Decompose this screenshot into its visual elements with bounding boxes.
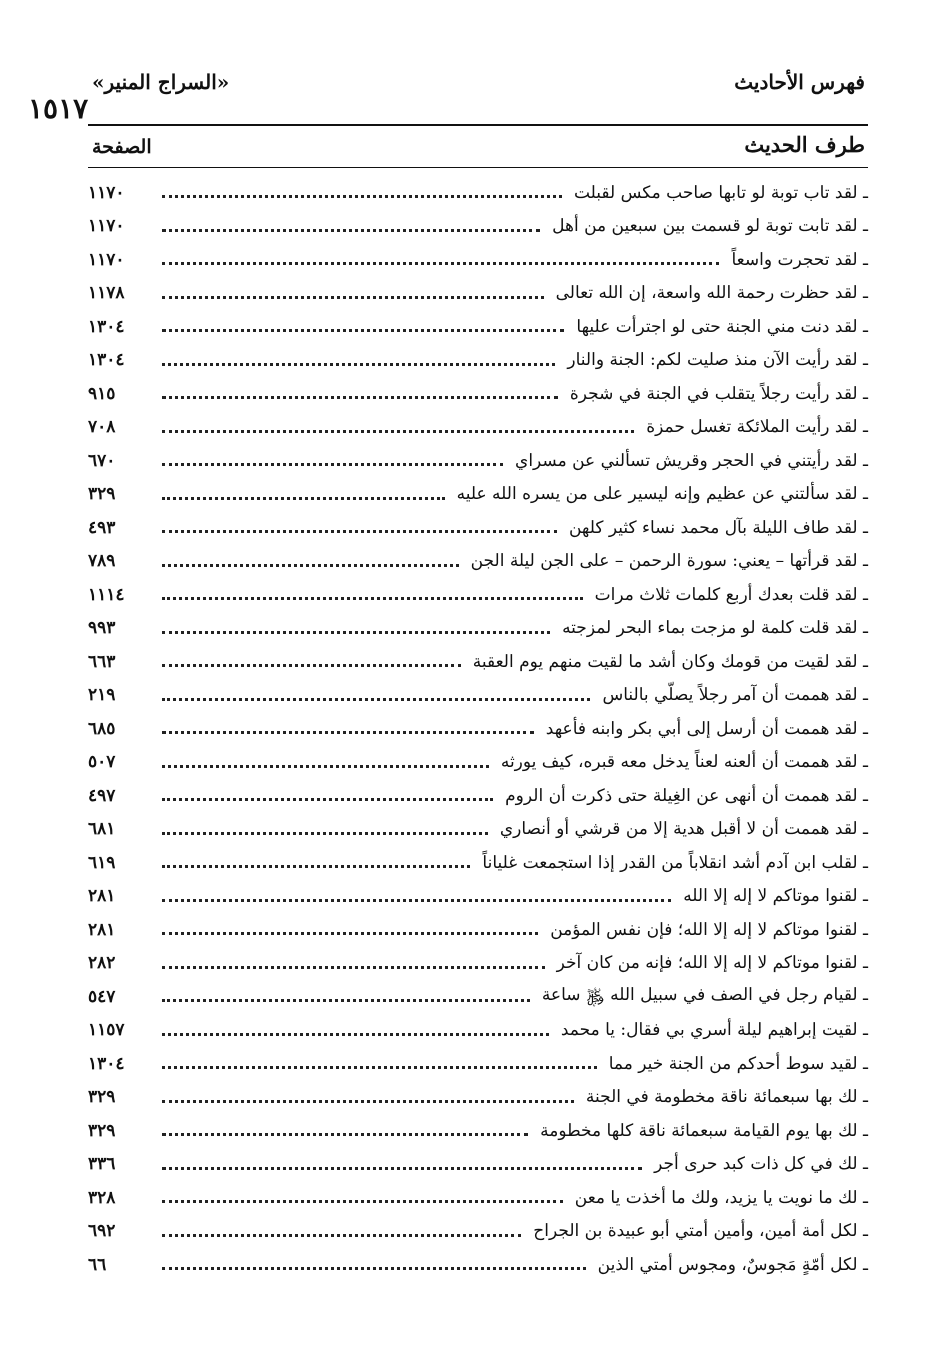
column-heading-page: الصفحة [92,136,152,158]
hadith-text: ـ لقيام رجل في الصف في سبيل الله ﷿ ساعة [541,985,868,1006]
leader-dots [162,832,488,835]
leader-dots [162,195,562,198]
leader-dots [162,262,719,265]
index-entry [88,1215,868,1249]
hadith-text: ـ لك بها يوم القيامة سبعمائة ناقة كلها مخطومة [540,1120,868,1141]
leader-dots [162,999,530,1002]
page-reference: ١١٧٠ [88,182,125,203]
index-entry [88,1181,868,1215]
page-reference: ٦٧٠ [88,450,116,471]
page-reference: ١١٧٠ [88,216,125,237]
page-reference: ٥٠٧ [88,752,116,773]
leader-dots [162,363,555,366]
index-entry [88,377,868,411]
page-reference: ٢١٩ [88,685,116,706]
page-reference: ٤٩٧ [88,785,116,806]
running-header-book-title: «السراج المنير» [92,70,230,94]
hadith-text: ـ لقد تاب توبة لو تابها صاحب مكس لقبلت [573,182,868,203]
leader-dots [162,731,534,734]
page-reference: ٢٨٢ [88,953,116,974]
index-entry [88,746,868,780]
leader-dots [162,932,538,935]
column-heading-rule [88,167,868,168]
page-reference: ٧٠٨ [88,417,116,438]
column-heading-hadith: طرف الحديث [744,132,865,157]
hadith-text: ـ لك في كل ذات كبد حرى أجر [654,1154,868,1175]
page-reference: ٦٨١ [88,819,116,840]
leader-dots [162,1200,563,1203]
leader-dots [162,1100,574,1103]
hadith-text: ـ لكل أمة أمين، وأمين أمتي أبو عبيدة بن الجراح [533,1221,868,1242]
hadith-text: ـ لقد رأيتني في الحجر وقريش تسألني عن مسراي [515,450,868,471]
hadith-text: ـ لقلب ابن آدم أشد انقلاباً من القدر إذا استجمعت غلياناً [482,852,868,873]
index-entry [88,1014,868,1048]
page-reference: ٣٢٨ [88,1187,116,1208]
leader-dots [162,698,590,701]
hadith-text: ـ لقيد سوط أحدكم من الجنة خير مما [608,1053,868,1074]
hadith-text: ـ لقد قلت كلمة لو مزجت بماء البحر لمزجته [562,618,868,639]
index-entry [88,578,868,612]
hadith-text: ـ لقد سألتني عن عظيم وإنه ليسير على من يسره الله عليه [456,484,868,505]
leader-dots [162,899,671,902]
leader-dots [162,631,550,634]
leader-dots [162,530,557,533]
hadith-text: ـ لقد قرأتها – يعني: سورة الرحمن – على الجن ليلة الجن [470,551,868,572]
index-entry [88,545,868,579]
index-entry [88,980,868,1014]
page-reference: ٦٦ [88,1254,107,1275]
leader-dots [162,1267,586,1270]
page-reference: ١١٥٧ [88,1020,125,1041]
page-reference: ٧٨٩ [88,551,116,572]
hadith-text: ـ لقد دنت مني الجنة حتى لو اجترأت عليها [576,316,868,337]
hadith-text: ـ لقد هممت أن ألعنه لعناً يدخل معه قبره، كيف يورثه [500,752,868,773]
page-reference: ٩٩٣ [88,618,116,639]
index-entry [88,478,868,512]
page-reference: ٩١٥ [88,383,116,404]
index-entry [88,779,868,813]
hadith-text: ـ لقد طاف الليلة بآل محمد نساء كثير كلهن [568,517,868,538]
hadith-text: ـ لقد قلت بعدك أربع كلمات ثلاث مرات [594,584,868,605]
leader-dots [162,1167,642,1170]
page-reference: ٦٦٣ [88,651,116,672]
hadith-text: ـ لقد رأيت الآن منذ صليت لكم: الجنة والنار [567,350,868,371]
leader-dots [162,1066,597,1069]
page-reference: ١٣٠٤ [88,350,125,371]
hadith-text: ـ لقد هممت أن آمر رجلاً يصلّي بالناس [602,685,868,706]
hadith-text: ـ لقنوا موتاكم لا إله إلا الله؛ فإن نفس المؤمن [550,919,868,940]
index-entry [88,210,868,244]
page-reference: ١١١٤ [88,584,125,605]
leader-dots [162,1133,528,1136]
page-reference: ٢٨١ [88,919,116,940]
page-reference: ٥٤٧ [88,986,116,1007]
index-entry [88,1081,868,1115]
page-reference: ٣٣٦ [88,1154,116,1175]
header-rule [88,124,868,126]
leader-dots [162,597,583,600]
index-entry [88,176,868,210]
leader-dots [162,430,634,433]
leader-dots [162,497,445,500]
running-header-title: فهرس الأحاديث [734,70,865,94]
index-entry [88,880,868,914]
index-entry [88,645,868,679]
hadith-text: ـ لكل أمّةٍ مَجوسٌ، ومجوس أمتي الذين [597,1254,868,1275]
leader-dots [162,229,540,232]
leader-dots [162,463,503,466]
index-entry [88,679,868,713]
page-reference: ١٣٠٤ [88,1053,125,1074]
index-entry [88,1148,868,1182]
leader-dots [162,329,564,332]
hadith-text: ـ لقد حظرت رحمة الله واسعة، إن الله تعالى [555,283,868,304]
hadith-text: ـ لقد هممت أن أرسل إلى أبي بكر وابنه فأعهد [545,718,868,739]
page-reference: ١١٧٨ [88,283,125,304]
hadith-text: ـ لقد هممت أن أنهى عن الغِيلة حتى ذكرت أن الروم [505,785,868,806]
index-entry [88,813,868,847]
page-reference: ٢٨١ [88,886,116,907]
leader-dots [162,1234,521,1237]
leader-dots [162,664,461,667]
page-number: ١٥١٧ [28,92,89,125]
hadith-text: ـ لقد لقيت من قومك وكان أشد ما لقيت منهم يوم العقبة [472,651,868,672]
page-reference: ٦٩٢ [88,1221,116,1242]
page-reference: ٣٢٩ [88,1120,116,1141]
leader-dots [162,798,493,801]
hadith-text: ـ لقنوا موتاكم لا إله إلا الله؛ فإنه من كان آخر [556,953,868,974]
index-entry [88,612,868,646]
page-reference: ٦١٩ [88,852,116,873]
page-reference: ٤٩٣ [88,517,116,538]
leader-dots [162,296,544,299]
hadith-text: ـ لقنوا موتاكم لا إله إلا الله [683,886,868,907]
leader-dots [162,1033,549,1036]
leader-dots [162,765,489,768]
page-reference: ٣٢٩ [88,484,116,505]
index-entry [88,846,868,880]
leader-dots [162,865,470,868]
index-entry [88,411,868,445]
page-reference: ٦٨٥ [88,718,116,739]
hadith-text: ـ لقيت إبراهيم ليلة أسري بي فقال: يا محمد [560,1020,868,1041]
index-entry [88,1047,868,1081]
hadith-text: ـ لقد تابت توبة لو قسمت بين سبعين من أهل [552,216,868,237]
hadith-text: ـ لك ما نويت يا يزيد، ولك ما أخذت يا معن [574,1187,868,1208]
page-reference: ١١٧٠ [88,249,125,270]
hadith-index-list [88,176,868,1282]
index-entry [88,277,868,311]
index-entry [88,344,868,378]
hadith-text: ـ لقد هممت أن لا أقبل هدية إلا من قرشي أو أنصاري [499,819,868,840]
page-reference: ٣٢٩ [88,1087,116,1108]
leader-dots [162,564,459,567]
leader-dots [162,396,558,399]
index-entry [88,243,868,277]
index-entry [88,444,868,478]
index-entry [88,947,868,981]
hadith-text: ـ لك بها سبعمائة ناقة مخطومة في الجنة [585,1087,868,1108]
hadith-text: ـ لقد تحجرت واسعاً [731,249,868,270]
index-entry [88,310,868,344]
page-reference: ١٣٠٤ [88,316,125,337]
hadith-text: ـ لقد رأيت الملائكة تغسل حمزة [646,417,868,438]
index-entry [88,511,868,545]
index-entry [88,712,868,746]
index-entry [88,1248,868,1282]
index-entry [88,913,868,947]
leader-dots [162,966,545,969]
index-entry [88,1114,868,1148]
hadith-text: ـ لقد رأيت رجلاً يتقلب في الجنة في شجرة [569,383,868,404]
